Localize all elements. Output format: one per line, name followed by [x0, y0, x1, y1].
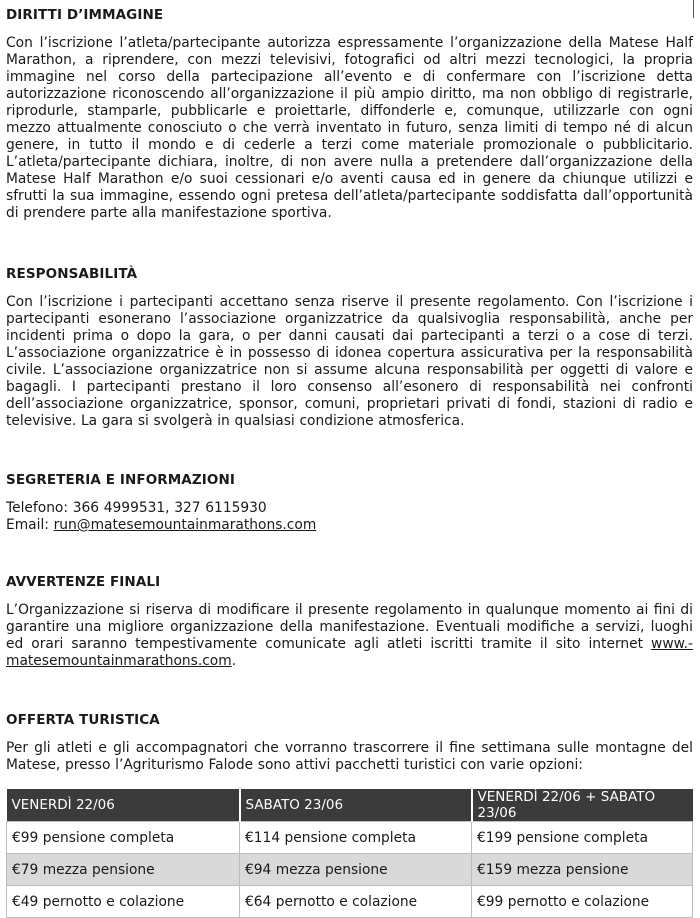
section-body: Con l’iscrizione i partecipanti accettano senza riserve il presente regolamento. Con l’iscrizione i partecipanti esonerano l’associazione organizzatrice da qualsivoglia responsabilità, anche per incidenti prima o dopo la gara, o per danni causati dai partecipanti a terzi o a cose di terzi. L’associazione organizzatrice è in possesso di idonea copertura assicurativa per la responsabilità civile. L’associazione organizzatrice non si assume alcuna responsabilità per oggetti di valore e bagagli. I partecipanti prestano il loro consenso all’esonero di responsabilità nei confronti dell’associazione organizzatrice, sponsor, comuni, proprietari privati di fondi, stazioni di radio e televisive. La gara si svolgerà in qualsiasi condizione atmosferica.: [6, 294, 693, 429]
website-link[interactable]: www.-matesemountainmarathons.com: [6, 636, 693, 669]
email-label: Email:: [6, 517, 54, 533]
table-cell: €64 pernotto e colazione: [240, 886, 472, 918]
table-cell: €94 mezza pensione: [240, 854, 472, 886]
section-body: [6, 602, 693, 670]
section-body: Per gli atleti e gli accompagnatori che vorranno trascorrere il fine settimana sulle montagne del Matese, presso l’Agriturismo Falode sono attivi pacchetti turistici con varie opzioni:: [6, 740, 693, 773]
section-heading: RESPONSABILITÀ: [6, 266, 138, 282]
column-header-sabato: SABATO 23/06: [240, 789, 472, 822]
section-segreteria: [6, 472, 693, 534]
section-body: Con l’iscrizione l’atleta/partecipante autorizza espressamente l’organizzazione della Matese Half Marathon, a riprendere, con mezzi televisivi, fotografici od altri mezzi tecnologici, la propria immagine nel corso della partecipazione all’evento e di confermare con l’iscrizione detta autorizzazione riconoscendo all’organizzazione il più ampio diritto, ma non obbligo di registrarle, riprodurle, stamparle, pubblicarle e proiettarle, diffonderle e, comunque, utilizzarle con ogni mezzo attualmente conosciuto o che verrà inventato in futuro, senza limiti di tempo né di alcun genere, in tutto il mondo e di cederle a terzi come materiale promozionale o pubblicitario. L’atleta/partecipante dichiara, inoltre, di non avere nulla a pretendere dall’organizzazione della Matese Half Marathon e/o suoi cessionari e/o aventi causa ed in genere da chiunque utilizzi e sfrutti la sua immagine, essendo ogni pretesa dell’atleta/partecipante soddisfatta dall’opportunità di prendere parte alla manifestazione sportiva.: [6, 35, 693, 221]
table-cell: €199 pensione completa: [472, 822, 693, 854]
table-row: [7, 886, 693, 918]
column-header-venerdi: VENERDÌ 22/06: [7, 789, 240, 822]
column-header-weekend: VENERDÌ 22/06 + SABATO 23/06: [472, 789, 693, 822]
email-line: [6, 517, 693, 534]
email-link[interactable]: run@matesemountainmarathons.com: [53, 517, 317, 533]
section-avvertenze: [6, 574, 693, 670]
table-cell: €49 pernotto e colazione: [7, 886, 240, 918]
table-cell: €159 mezza pensione: [472, 854, 693, 886]
page-edge-line: [693, 0, 694, 18]
section-body-text: L’Organizzazione si riserva di modificare il presente regolamento in qualunque momento ai fini di garantire una migliore organizzazione della manifestazione. Eventuali modifiche a servizi, luoghi ed orari saranno tempestivamente comunicate agli atleti iscritti tramite il sito internet: [6, 602, 693, 652]
table-cell: €79 mezza pensione: [7, 854, 240, 886]
table-row: [7, 854, 693, 886]
table-cell: €99 pensione completa: [7, 822, 240, 854]
section-diritti: [6, 7, 693, 222]
table-cell: €114 pensione completa: [240, 822, 472, 854]
section-heading: AVVERTENZE FINALI: [6, 574, 161, 590]
table-row: [7, 822, 693, 854]
section-body-end: .: [231, 653, 237, 669]
offer-table: [6, 789, 693, 918]
phone-line: Telefono: 366 4999531, 327 6115930: [6, 500, 267, 516]
table-header-row: [7, 789, 693, 822]
table-cell: €99 pernotto e colazione: [472, 886, 693, 918]
section-heading: DIRITTI D’IMMAGINE: [6, 7, 164, 23]
section-heading: OFFERTA TURISTICA: [6, 712, 160, 728]
section-offerta: [6, 712, 693, 774]
section-responsabilita: [6, 266, 693, 430]
section-heading: SEGRETERIA E INFORMAZIONI: [6, 472, 235, 488]
